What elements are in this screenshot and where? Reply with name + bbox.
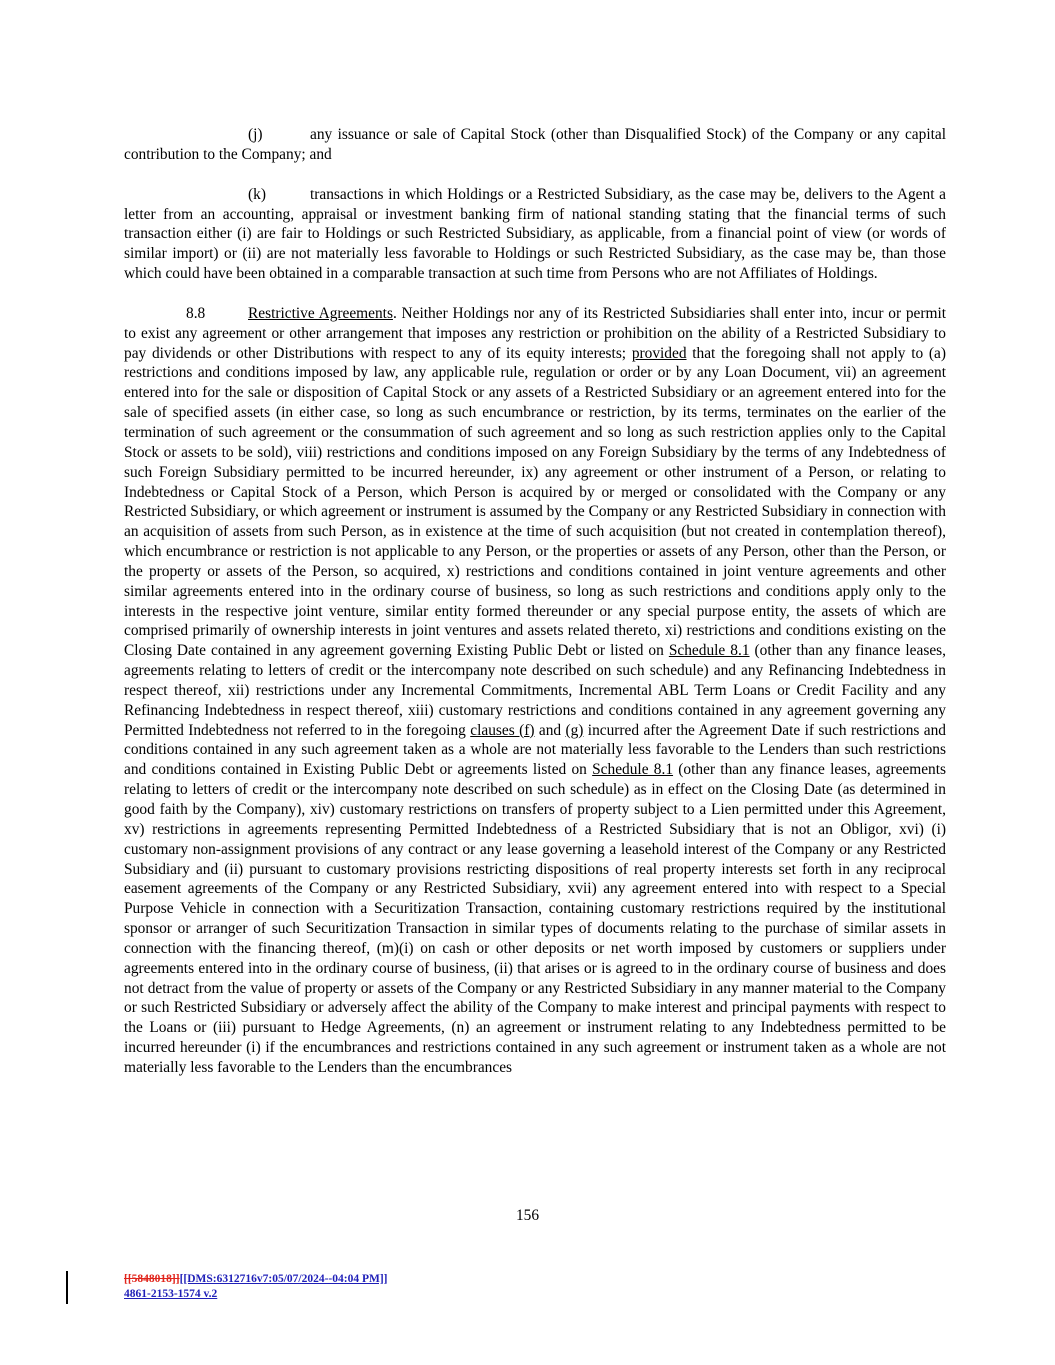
doc-number: 4861-2153-1574 v.2: [124, 1288, 218, 1300]
clause-k-label: (k): [248, 185, 266, 203]
dms-ref: [[DMS:6312716v7:05/07/2024--04:04 PM]]: [179, 1273, 388, 1285]
and-word: and: [534, 721, 566, 739]
deleted-doc-ref: [[5848018]]: [124, 1273, 180, 1285]
body-text: [124, 125, 946, 1078]
document-footer: [124, 1272, 388, 1302]
clause-j-text-first: any issuance or sale of Capital Stock (other than Disqualified Stock) of the Company or: [310, 126, 873, 143]
section-number: 8.8: [186, 304, 206, 322]
clause-j-text-rest: any capital contribution to the Company; and: [124, 126, 946, 163]
schedule-8-1-link: Schedule 8.1: [668, 642, 750, 660]
section-text-3: incurred after the Agreement Date if such restrictions and conditions contained in any such agreement taken as a whole are not materially less favorable to the Lenders than such restrictions and conditions contained in Existing Public Debt or agreements listed on: [124, 721, 946, 779]
page-number: 156: [515, 1207, 540, 1224]
section-text-1: that the foregoing shall not apply to (a) restrictions and conditions imposed by law, any applicable rule, regulation or order or by any Loan Document, vii) an agreement entered into for the sale or disposition of Capital Stock or any assets of a Restricted Subsidiary or an agreement entered into for the sale of specified assets (in either case, so long as such encumbrance or restriction, by its terms, terminates on the earlier of the termination of such agreement or the consummation of such agreement and so long as such restriction applies only to the Capital Stock or assets to be sold), viii) restrictions and conditions imposed on any Foreign Subsidiary by the terms of any Indebtedness of such Foreign Subsidiary permitted to be incurred hereunder, ix) any agreement or other instrument of a Person, or relating to Indebtedness or Capital Stock of a Person, which Person is acquired by or merged or consolidated with the Company or any Restricted Subsidiary, or which agreement or instrument is assumed by the Company or any Restricted Subsidiary in connection with an acquisition of assets from such Person, as in existence at the time of such acquisition (but not created in contemplation thereof), which encumbrance or restriction is not applicable to any Person, or the properties or assets of any Person, other than the Person, or the property or assets of the Person, so acquired, x) restrictions and conditions contained in joint venture agreements and other similar agreements entered into in the ordinary course of business, so long as such restrictions and conditions apply only to the interests in the respective joint venture, similar entity formed thereunder or any special purpose entity, the assets of which are comprised primarily of ownership interests in joint ventures and assets related thereto, xi) restrictions and conditions existing on the Closing Date contained in any agreement governing Existing Public Debt or listed on: [124, 344, 946, 660]
clause-j-label: (j): [248, 126, 263, 143]
schedule-8-1-link-second: Schedule 8.1: [592, 761, 674, 779]
section-text-4: (other than any finance leases, agreements relating to letters of credit or the intercompany note described on such schedule) as in effect on the Closing Date (as determined in good faith by the Company), xiv) customary restrictions on transfers of property subject to a Lien permitted under this Agreement, xv) restrictions in agreements representing Permitted Indebtedness of a Restricted Subsidiary that is not an Obligor, xvi) (i) customary non-assignment provisions of any contract or any lease governing a leasehold interest of the Company or any Restricted Subsidiary and (ii) pursuant to customary provisions restricting dispositions of real property interests set forth in any reciprocal easement agreements of the Company or any Restricted Subsidiary, xvii) any agreement entered into with respect to a Special Purpose Vehicle in connection with a Securitization Transaction, containing customary restrictions required by the institutional sponsor or arranger of such Securitization Transaction in similar types of documents relating to the purchase of similar assets in connection with the financing thereof, (m)(i) on cash or other deposits or net worth imposed by customers or suppliers under agreements entered into in the ordinary course of business, (ii) that arises or is agreed to in the ordinary course of business and does not detract from the value of property or assets of the Company or any Restricted Subsidiary in any manner material to the Company or such Restricted Subsidiary or adversely affect the ability of the Company to make interest and principal payments with respect to the Loans or (iii) pursuant to Hedge Agreements, (n) an agreement or instrument relating to any Indebtedness permitted to be incurred hereunder (i) if the encumbrances and restrictions contained in any such agreement or instrument taken as a whole are not materially less favorable to the Lenders than the encumbrances: [124, 761, 946, 1076]
section-heading: Restrictive Agreements: [248, 304, 393, 322]
clauses-f-ref: clauses (f): [470, 721, 535, 739]
footer-line-1: [124, 1272, 388, 1287]
change-bar: [66, 1271, 68, 1304]
clause-k: [124, 185, 946, 284]
clause-g-ref: (g): [565, 721, 584, 739]
clause-k-text-rest: the Agent a letter from an accounting, appraisal or investment banking firm of national standing stating that the financial terms of such transaction either (i) are fair to Holdings or such Restricted Subsidiary, as applicable, from a financial point of view (or words of similar import) or (ii) are not materially less favorable to Holdings or such Restricted Subsidiary, as the case may be, than those which could have been obtained in a comparable transaction at such time from Persons who are not Affiliates of Holdings.: [124, 185, 946, 283]
provided-term: provided: [631, 344, 687, 362]
section-intro: . Neither Holdings nor any of its Restricted Subsidiaries shall enter into, incur or permit to exist any agreement or other arrangement that imposes any restriction or prohibition on the ability of a Restricted Subsidiary to pay dividends or other Distributions with respect to any of its equity interests;: [124, 304, 947, 362]
clause-k-text-first: transactions in which Holdings or a Restricted Subsidiary, as the case may be, delivers to: [310, 185, 870, 203]
clause-j: [124, 125, 946, 165]
section-text-2: (other than any finance leases, agreements relating to letters of credit or the intercompany note described on such schedule) and any Refinancing Indebtedness in respect thereof, xii) restrictions under any Incremental Commitments, Incremental ABL Term Loans or Credit Facility and any Refinancing Indebtedness in respect thereof, xiii) customary restrictions and conditions contained in any agreement governing any Permitted Indebtedness not referred to in the foregoing: [124, 642, 946, 739]
section-8-8: [124, 304, 946, 1078]
